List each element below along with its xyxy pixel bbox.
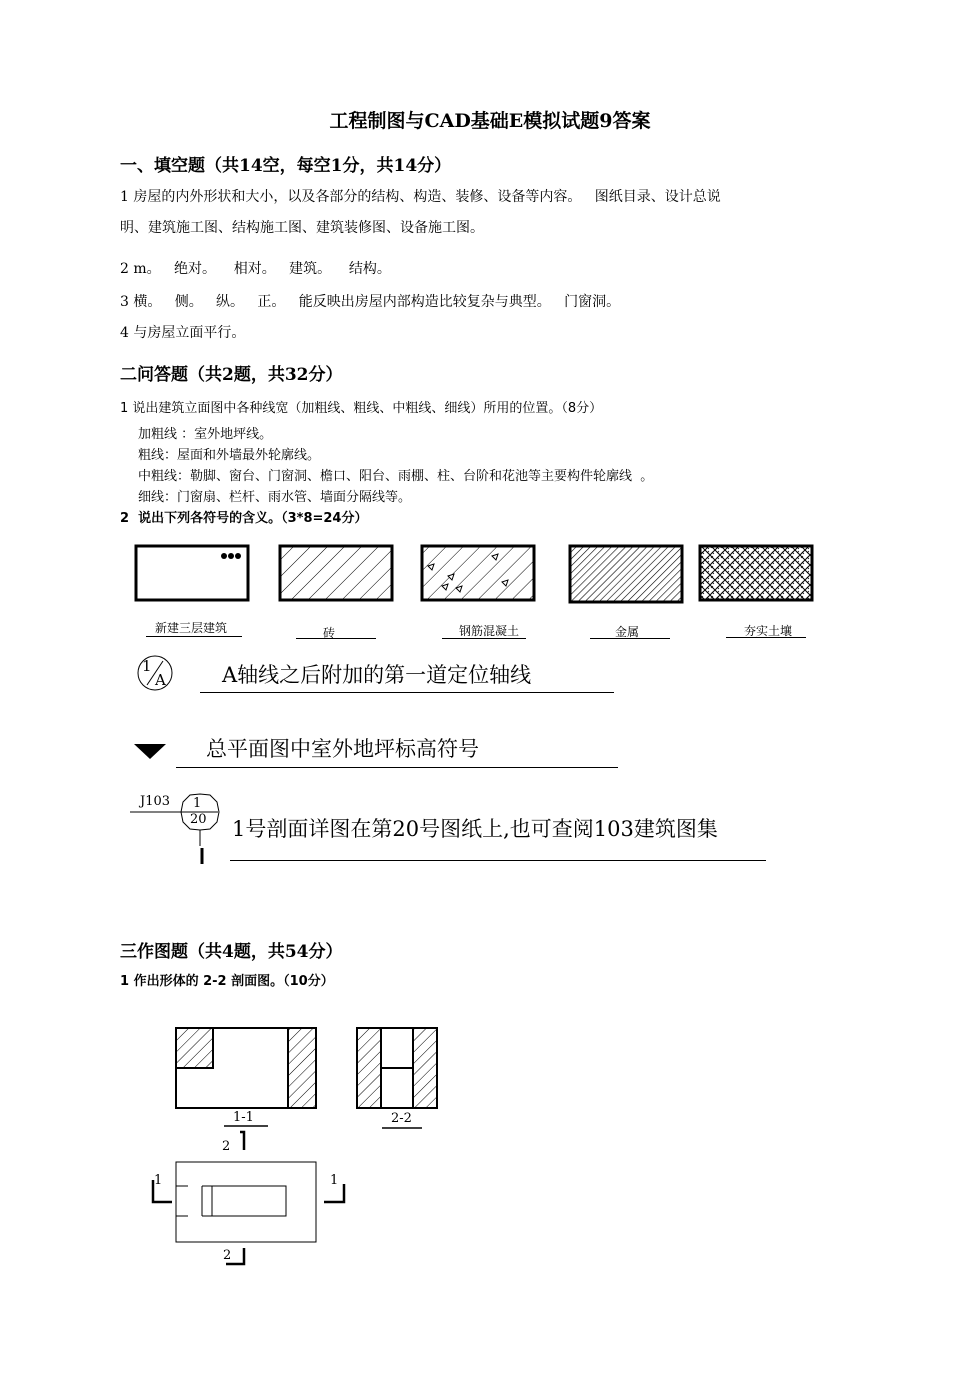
underline: [442, 638, 526, 639]
detail-sheet-number: 20: [190, 812, 207, 827]
material-label-brick: 砖: [322, 626, 335, 640]
elevation-triangle-icon: [134, 743, 168, 761]
cut-mark-2-bottom: 2: [223, 1248, 232, 1263]
new-building-symbol: [136, 546, 248, 600]
cut-mark-2-top: 2: [222, 1139, 231, 1154]
elevation-symbol-answer: 总平面图中室外地坪标高符号: [206, 737, 479, 761]
detail-symbol-answer: 1号剖面详图在第20号图纸上,也可查阅103建筑图集: [232, 817, 718, 841]
cut-mark-1-right: 1: [330, 1173, 339, 1188]
brick-hatch-symbol: [280, 546, 392, 600]
cut-mark-1-left: 1: [154, 1173, 163, 1188]
section-1-1-label: 1-1: [233, 1110, 254, 1125]
underline: [230, 860, 766, 861]
axis-denominator: A: [155, 671, 166, 689]
material-symbols: [130, 540, 830, 610]
underline: [176, 767, 618, 768]
axis-symbol-answer: A轴线之后附加的第一道定位轴线: [222, 663, 532, 687]
underline: [296, 638, 376, 639]
concrete-hatch-symbol: [422, 546, 534, 600]
detail-atlas-number: J103: [140, 794, 171, 809]
section2-heading: 二问答题（共2题，共32分）: [120, 365, 343, 385]
section1-q4: 4 与房屋立面平行。: [120, 325, 246, 341]
section2-answer-thin: 细线：门窗扇、栏杆、雨水管、墙面分隔线等。: [138, 490, 412, 505]
section1-heading: 一、填空题（共14空，每空1分，共14分）: [120, 156, 452, 176]
section1-q3: 3 横。 侧。 纵。 正。 能反映出房屋内部构造比较复杂与典型。 门窗洞。: [120, 294, 621, 310]
section-drawing: [140, 1020, 440, 1270]
material-label-metal: 金属: [614, 625, 639, 639]
axis-numerator: 1: [142, 657, 152, 675]
section2-q2: 2 说出下列各符号的含义。（3*8=24分）: [120, 511, 368, 526]
underline: [146, 636, 242, 637]
section3-q1: 1 作出形体的 2-2 剖面图。（10分）: [120, 974, 334, 989]
plan-view-drawing: [153, 1132, 344, 1264]
page-title: 工程制图与CAD基础E模拟试题9答案: [329, 110, 651, 132]
section2-answer-medium: 中粗线：勒脚、窗台、门窗洞、檐口、阳台、雨棚、柱、台阶和花池等主要构件轮廓线 。: [138, 469, 654, 484]
underline: [590, 638, 670, 639]
section1-q2: 2 m。 绝对。 相对。 建筑。 结构。: [120, 261, 391, 277]
section-2-2-label: 2-2: [391, 1111, 412, 1126]
detail-number: 1: [193, 796, 202, 811]
underline: [200, 692, 614, 693]
section3-heading: 三作图题（共4题，共54分）: [120, 942, 343, 962]
section2-answer-extra-thick: 加粗线 ：室外地坪线。: [138, 427, 273, 442]
rammed-earth-hatch-symbol: [700, 546, 812, 600]
section1-q1-line1: 1 房屋的内外形状和大小，以及各部分的结构、构造、装修、设备等内容。 图纸目录、设计总说: [120, 189, 721, 205]
underline: [726, 637, 806, 638]
material-label-new-building: 新建三层建筑: [154, 621, 227, 635]
section1-q1-line2: 明、建筑施工图、结构施工图、建筑装修图、设备施工图。: [120, 220, 484, 236]
metal-hatch-symbol: [570, 546, 682, 602]
section2-q1: 1 说出建筑立面图中各种线宽（加粗线、粗线、中粗线、细线）所用的位置。（8分）: [120, 401, 603, 416]
material-label-rammed-earth: 夯实土壤: [743, 624, 792, 638]
material-label-concrete: 钢筋混凝土: [458, 624, 519, 638]
section2-answer-thick: 粗线：屋面和外墙最外轮廓线。: [138, 448, 321, 463]
detail-index-symbol: [126, 790, 236, 870]
